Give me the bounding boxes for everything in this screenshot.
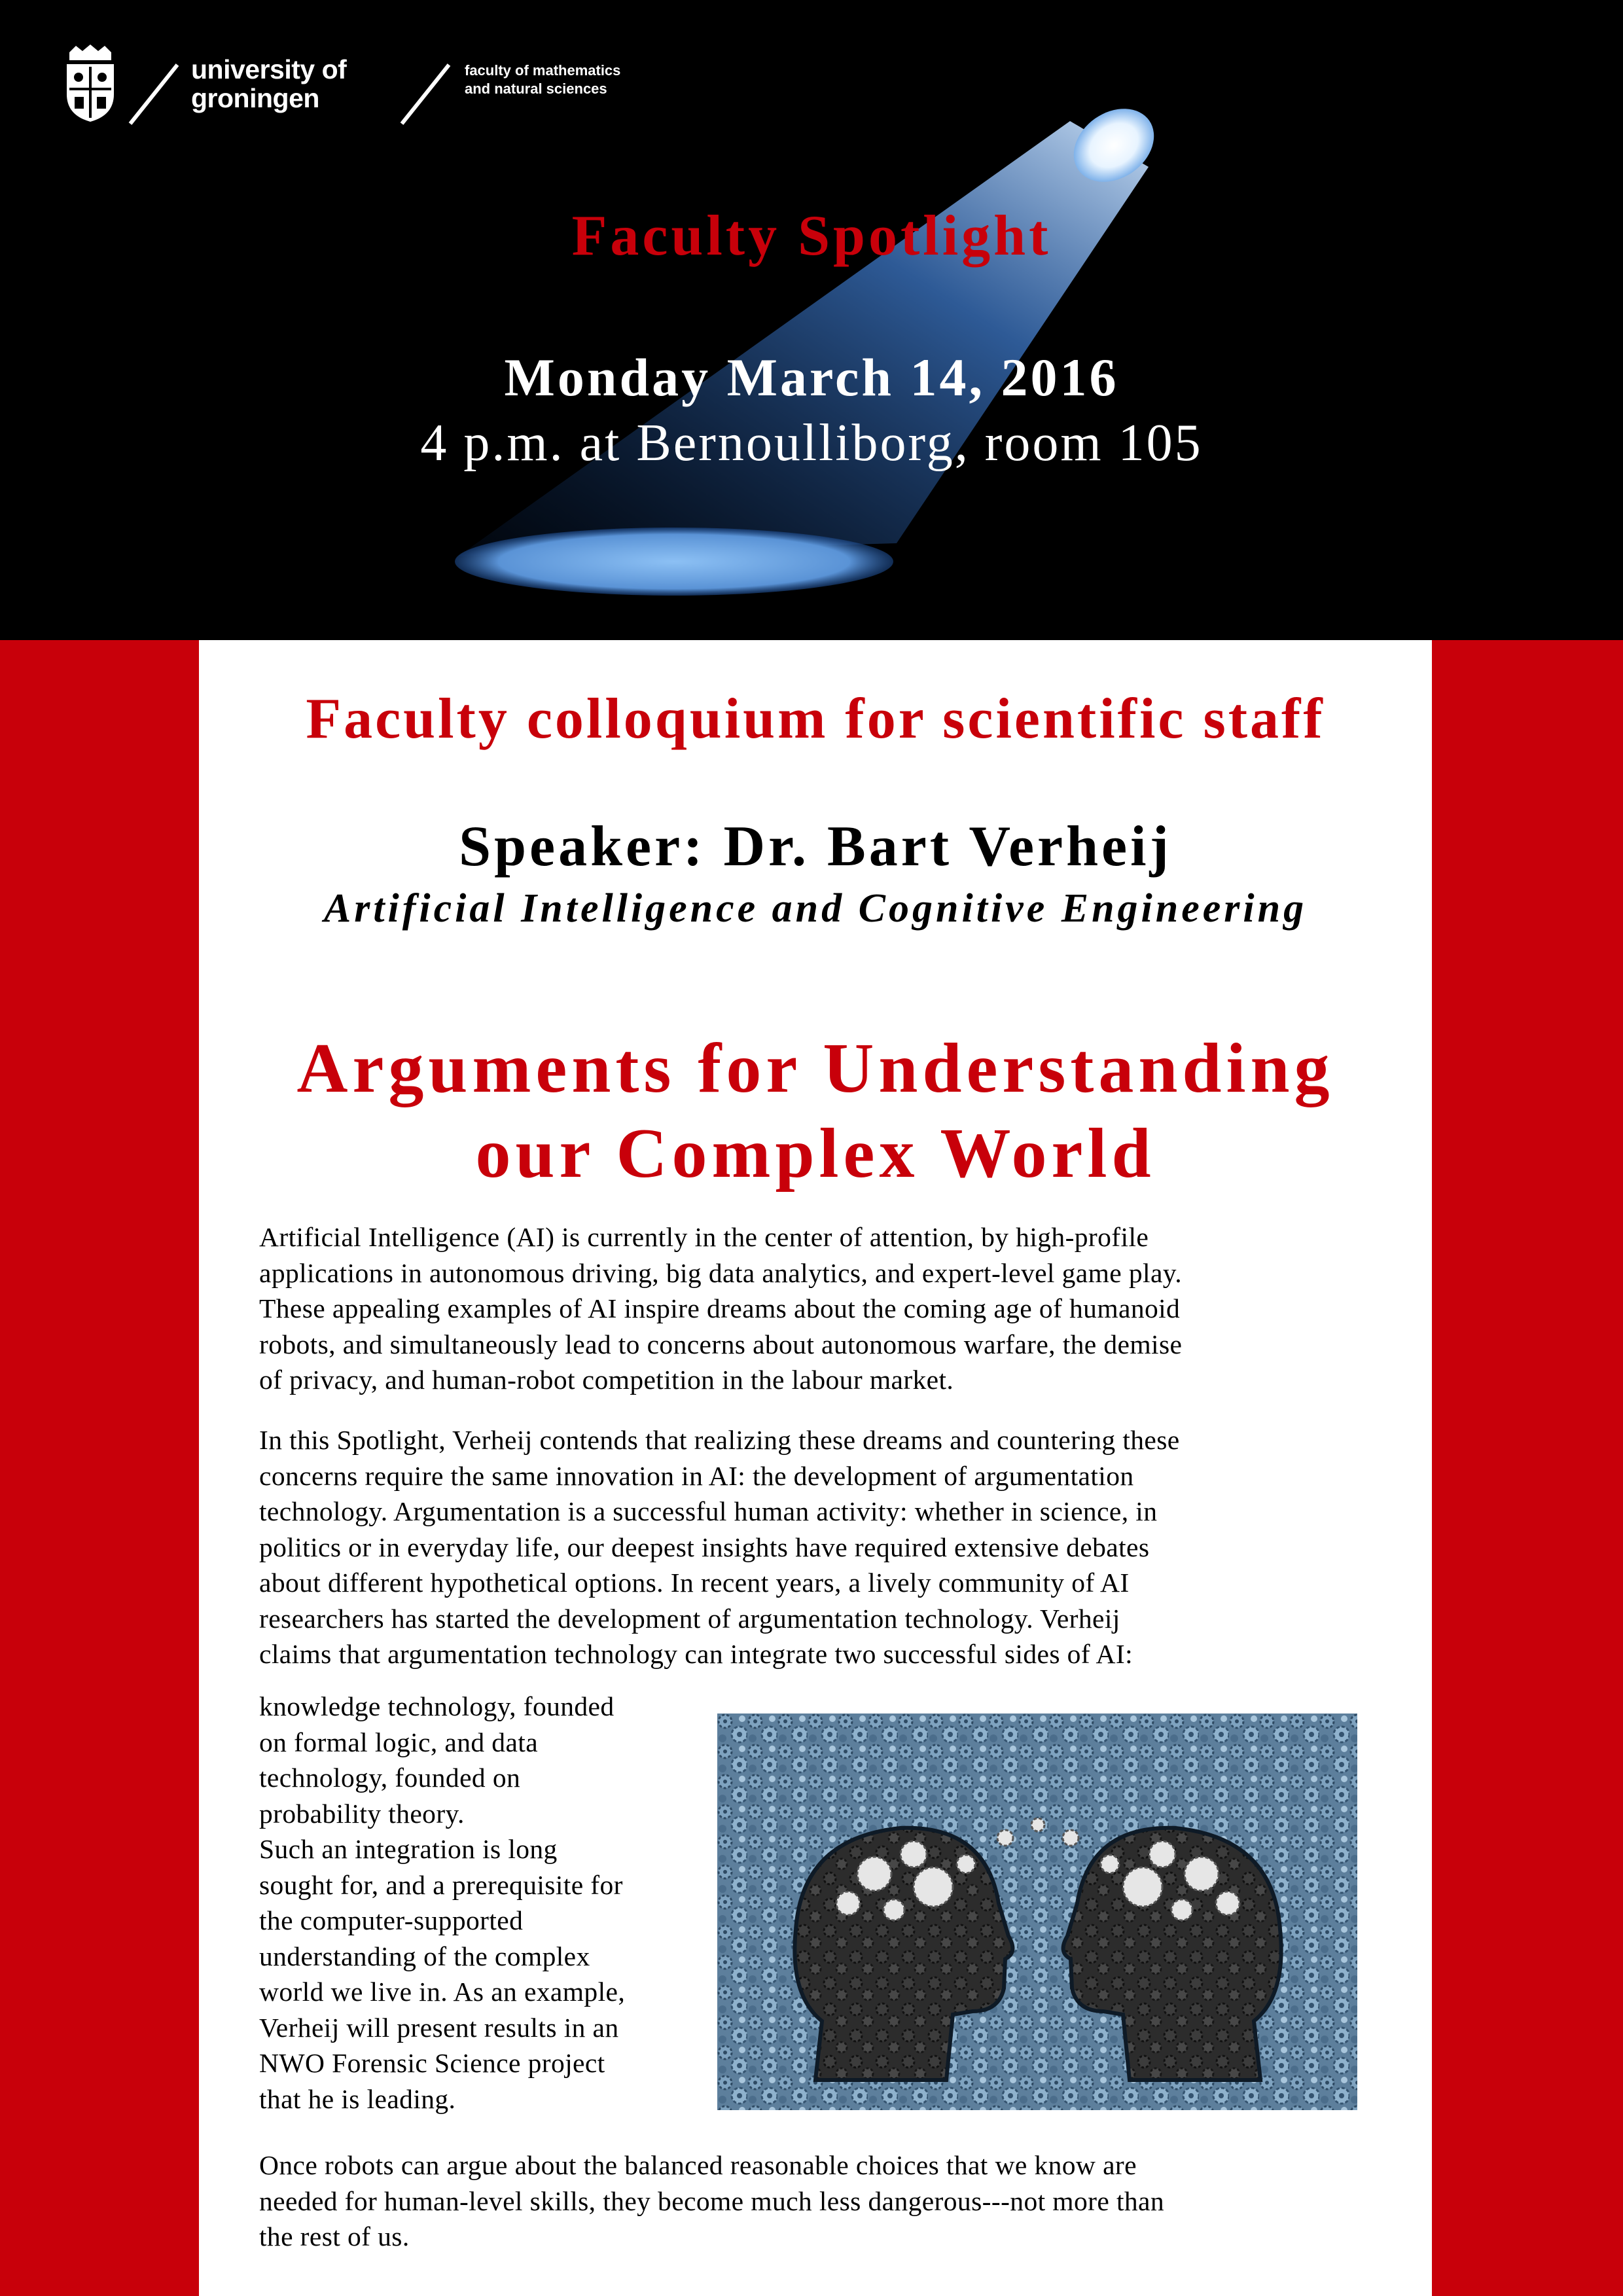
abstract-paragraph-3: Once robots can argue about the balanced reasonable choices that we know are needed for human-level skills, they become much less dangerous---not more than the rest of us. (259, 2150, 1164, 2251)
spotlight-beam (458, 121, 1149, 556)
event-time-location: 4 p.m. at Bernoulliborg, room 105 (420, 414, 1203, 472)
university-crest-icon (63, 43, 118, 123)
talk-title: Arguments for Understanding our Complex World (296, 1030, 1334, 1193)
speaker-name: Speaker: Dr. Bart Verheij (459, 815, 1172, 878)
abstract-paragraph-1: Artificial Intelligence (AI) is currently in the center of attention, by high-profile applications in autonomous driving, big data analytics, and expert-level game play. These appealing examples of AI inspire dreams about the coming age of humanoid robots, and simultaneously lead to concerns about autonomous warfare, the demise of privacy, and human-robot competition in the labour market. (259, 1222, 1183, 1395)
logo-divider (399, 62, 452, 126)
event-date: Monday March 14, 2016 (504, 348, 1119, 407)
event-type: Faculty colloquium for scientific staff (306, 687, 1325, 751)
logo-divider (128, 62, 180, 126)
abstract-paragraph-2: In this Spotlight, Verheij contends that realizing these dreams and countering these concerns require the same innovation in AI: the development of argumentation technology. Argumentation is a successful human activity: whether in science, in politics or in everyday life, our deepest insights have required extensive debates about different hypothetical options. In recent years, a lively community of AI researchers has started the development of argumentation technology. Verheij claims that argumentation technology can integrate two successful sides of AI: (259, 1425, 1180, 1669)
content-panel (199, 640, 1432, 2296)
faculty-name: faculty of mathematics and natural sciences (465, 62, 621, 97)
gear-heads-illustration (717, 1713, 1357, 2110)
event-series-title: Faculty Spotlight (571, 204, 1052, 268)
speaker-department: Artificial Intelligence and Cognitive Engineering (323, 886, 1308, 931)
header-banner (0, 0, 1623, 640)
abstract-paragraph-2-continued: knowledge technology, founded on formal logic, and data technology, founded on probability theory. Such an integration is long sought for, and a prerequisite for the computer-supported understanding of the complex world we live in. As an example, Verheij will present results in an NWO Forensic Science project that he is leading. (259, 1691, 626, 2114)
spotlight-floor (455, 528, 893, 596)
university-name: university of groningen (191, 54, 347, 113)
